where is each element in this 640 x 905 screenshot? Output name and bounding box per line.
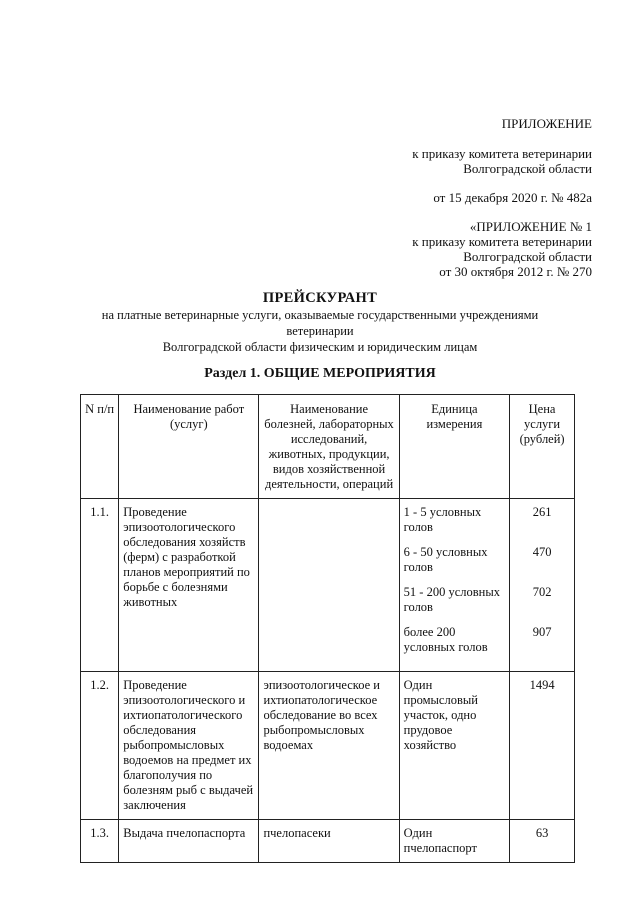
header-unit: Единица измерения — [399, 395, 509, 499]
table-row — [81, 820, 575, 863]
service-name: Проведение эпизоотологического и ихтиопатологического обследования рыбопромысловых водоемов на предмет их благополучия по болезням рыб с выдачей заключения — [119, 672, 259, 820]
section-heading: Раздел 1. ОБЩИЕ МЕРОПРИЯТИЯ — [204, 366, 436, 381]
unit-cell: Один пчелопаспорт — [399, 820, 509, 863]
unit-option: 6 - 50 условных голов — [403, 545, 488, 574]
document-title: ПРЕЙСКУРАНТ — [262, 290, 378, 306]
price-value: 1494 — [510, 672, 575, 820]
header-subject: Наименование болезней, лабораторных исследований, животных, продукции, видов хозяйственной деятельности, операций — [259, 395, 399, 499]
row-number: 1.1. — [81, 499, 119, 672]
subtitle-line: Волгоградской области физическим и юридическим лицам — [162, 340, 478, 354]
row-number: 1.3. — [81, 820, 119, 863]
service-name: Проведение эпизоотологического обследования хозяйств (ферм) с разработкой планов мероприятий по борьбе с болезнями животных — [119, 499, 259, 672]
table-row — [81, 499, 575, 672]
price-value: 261 — [532, 505, 552, 519]
service-subject: пчелопасеки — [259, 820, 399, 863]
appendix-label: ПРИЛОЖЕНИЕ — [501, 116, 592, 131]
header-price: Цена услуги (рублей) — [510, 395, 575, 499]
unit-option: более 200 условных голов — [403, 625, 488, 654]
unit-cell — [399, 499, 509, 672]
prev-appendix: «ПРИЛОЖЕНИЕ № 1 — [469, 219, 592, 234]
previous-order-reference — [412, 219, 592, 279]
order-line-2: Волгоградской области — [463, 161, 592, 176]
order-date: от 15 декабря 2020 г. № 482а — [433, 190, 592, 205]
service-name: Выдача пчелопаспорта — [119, 820, 259, 863]
price-cell — [510, 499, 575, 672]
order-line-1: к приказу комитета ветеринарии — [412, 146, 592, 161]
prev-date: от 30 октября 2012 г. № 270 — [439, 264, 592, 279]
unit-cell: Один промысловый участок, одно прудовое хозяйство — [399, 672, 509, 820]
subtitle-line: ветеринарии — [286, 324, 354, 338]
price-table — [80, 394, 575, 863]
row-number: 1.2. — [81, 672, 119, 820]
table-row — [81, 672, 575, 820]
header-number: N п/п — [81, 395, 119, 499]
service-subject — [259, 499, 399, 672]
unit-option: 1 - 5 условных голов — [403, 505, 482, 534]
prev-line-1: к приказу комитета ветеринарии — [412, 234, 592, 249]
price-value: 907 — [532, 625, 552, 639]
price-value: 702 — [532, 585, 552, 599]
document-subtitle — [0, 307, 640, 355]
order-reference — [412, 146, 592, 176]
price-value: 470 — [532, 545, 552, 559]
prev-line-2: Волгоградской области — [463, 249, 592, 264]
table-header-row — [81, 395, 575, 499]
service-subject: эпизоотологическое и ихтиопатологическое обследование во всех рыбопромысловых водоемах — [259, 672, 399, 820]
unit-option: 51 - 200 условных голов — [403, 585, 500, 614]
price-value: 63 — [510, 820, 575, 863]
subtitle-line: на платные ветеринарные услуги, оказываемые государственными учреждениями — [101, 308, 539, 322]
header-service-name: Наименование работ (услуг) — [119, 395, 259, 499]
